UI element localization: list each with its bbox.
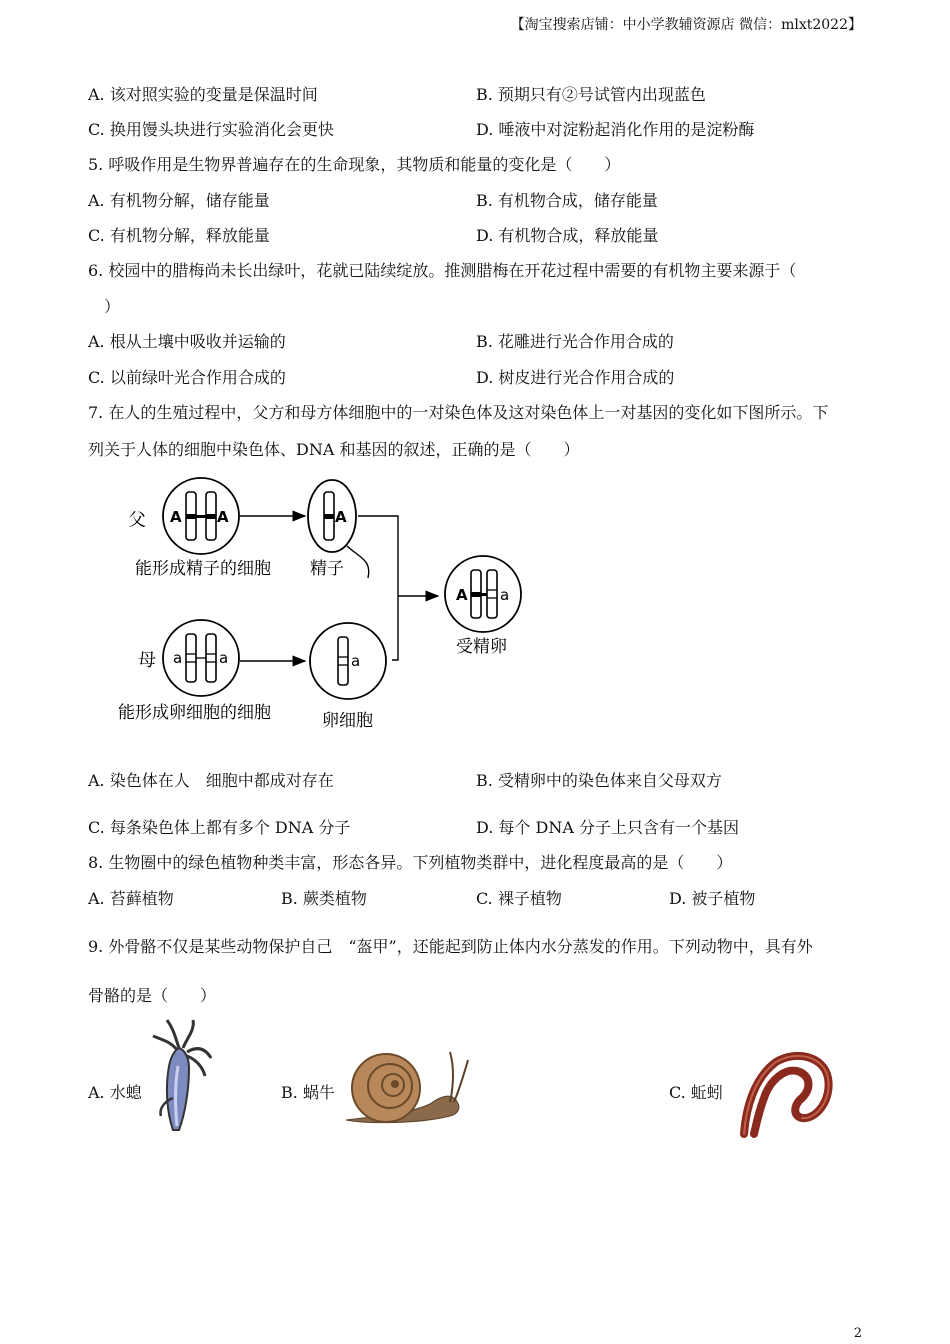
father-cell-label: 能形成精子的细胞 — [135, 559, 271, 579]
q6-option-c: C. 以前绿叶光合作用合成的 — [88, 368, 286, 387]
zygote-label: 受精卵 — [456, 637, 507, 657]
q5-option-a: A. 有机物分解，储存能量 — [88, 191, 270, 210]
q6-stem-line1: 6. 校园中的腊梅尚未长出绿叶，花就已陆续绽放。推测腊梅在开花过程中需要的有机物主要来源于（ — [88, 261, 797, 280]
gene-label: A — [217, 508, 229, 526]
q8-option-d: D. 被子植物 — [669, 889, 756, 908]
sperm-label: 精子 — [310, 559, 344, 579]
q7-option-b: B. 受精卵中的染色体来自父母双方 — [476, 771, 722, 790]
gene-label: a — [500, 586, 510, 604]
q7-stem-line1: 7. 在人的生殖过程中，父方和母方体细胞中的一对染色体及这对染色体上一对基因的变化如下图所示。下 — [88, 403, 829, 422]
gene-label: a — [219, 649, 229, 667]
q6-option-b: B. 花雕进行光合作用合成的 — [476, 332, 674, 351]
hydra-image — [145, 1018, 217, 1134]
q4-option-d: D. 唾液中对淀粉起消化作用的是淀粉酶 — [476, 120, 755, 139]
gene-label: a — [351, 652, 361, 670]
q6-option-a: A. 根从土壤中吸收并运输的 — [88, 332, 286, 351]
q9-option-c: C. 蚯蚓 — [669, 1083, 723, 1102]
page-header: 【淘宝搜索店铺：中小学教辅资源店 微信：mlxt2022】 — [510, 17, 862, 33]
q5-stem: 5. 呼吸作用是生物界普遍存在的生命现象，其物质和能量的变化是（ ） — [88, 155, 621, 174]
q5-option-b: B. 有机物合成，储存能量 — [476, 191, 658, 210]
zygote-cell — [445, 556, 521, 632]
q5-option-d: D. 有机物合成，释放能量 — [476, 226, 659, 245]
q4-option-a: A. 该对照实验的变量是保温时间 — [88, 85, 318, 104]
q4-option-c: C. 换用馒头块进行实验消化会更快 — [88, 120, 334, 139]
q7-stem-line2: 列关于人体的细胞中染色体、DNA 和基因的叙述，正确的是（ ） — [88, 440, 580, 459]
q8-option-b: B. 蕨类植物 — [281, 889, 367, 908]
gene-label: a — [173, 649, 183, 667]
mother-body-cell — [163, 620, 239, 696]
mother-label: 母 — [138, 650, 156, 671]
mother-cell-label: 能形成卵细胞的细胞 — [118, 703, 271, 723]
q8-stem: 8. 生物圈中的绿色植物种类丰富，形态各异。下列植物类群中，进化程度最高的是（ ） — [88, 853, 733, 872]
q4-option-b: B. 预期只有②号试管内出现蓝色 — [476, 85, 706, 104]
father-body-cell — [163, 478, 239, 554]
q5-option-c: C. 有机物分解，释放能量 — [88, 226, 270, 245]
q8-option-a: A. 苔藓植物 — [88, 889, 174, 908]
father-label: 父 — [128, 510, 146, 531]
q8-option-c: C. 裸子植物 — [476, 889, 562, 908]
q9-stem-line2: 骨骼的是（ ） — [88, 986, 217, 1005]
q7-option-c: C. 每条染色体上都有多个 DNA 分子 — [88, 818, 351, 837]
page-number: 2 — [853, 1326, 862, 1341]
q6-stem-line2: ） — [104, 297, 121, 316]
q7-option-d: D. 每个 DNA 分子上只含有一个基因 — [476, 818, 739, 837]
q6-option-d: D. 树皮进行光合作用合成的 — [476, 368, 675, 387]
q9-option-a: A. 水螅 — [88, 1083, 142, 1102]
gene-label: A — [170, 508, 182, 526]
egg-cell — [310, 623, 386, 699]
gene-label: A — [335, 508, 347, 526]
chromosome-inheritance-diagram — [110, 470, 550, 740]
snail-image — [338, 1044, 470, 1126]
q9-option-b: B. 蜗牛 — [281, 1083, 335, 1102]
earthworm-image — [736, 1048, 836, 1138]
q7-option-a: A. 染色体在人 细胞中都成对存在 — [88, 771, 334, 790]
egg-label: 卵细胞 — [322, 711, 373, 731]
gene-label: A — [456, 586, 468, 604]
q9-stem-line1: 9. 外骨骼不仅是某些动物保护自己 “盔甲”，还能起到防止体内水分蒸发的作用。下列动物中，具有外 — [88, 937, 813, 956]
